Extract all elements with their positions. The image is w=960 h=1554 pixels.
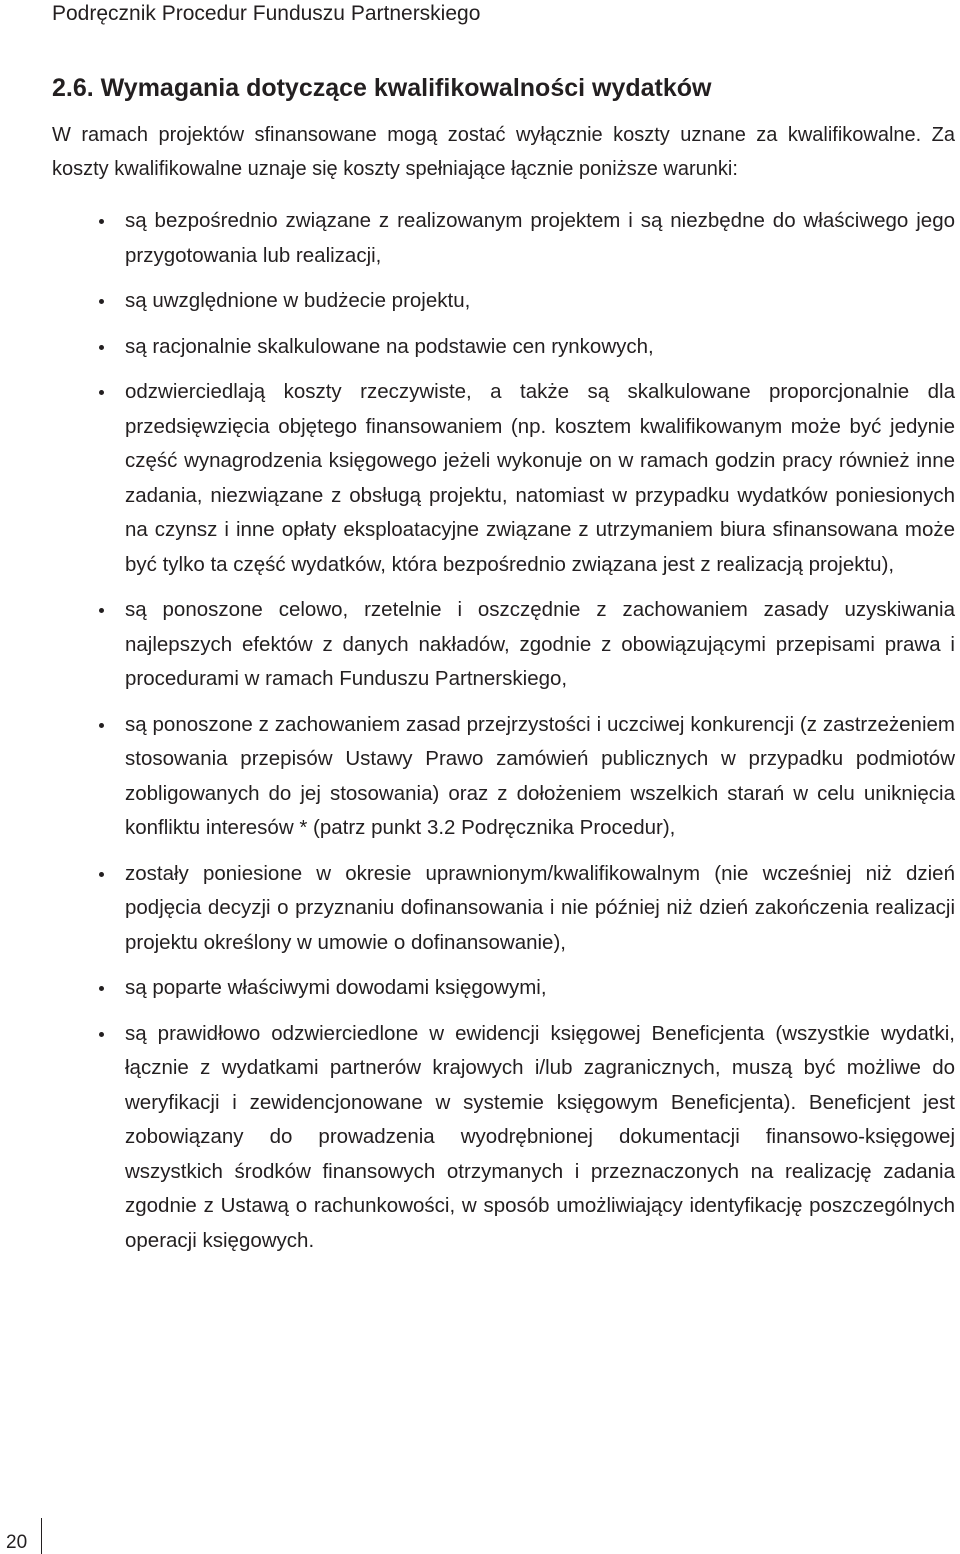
page-content: [52, 72, 955, 1269]
condition-text: zostały poniesione w okresie uprawnionym/kwalifikowalnym (nie wcześniej niż dzień podjęcia decyzji o przyznaniu dofinansowania i nie później niż dzień zakończenia realizacji projektu określony w umowie o dofinansowanie),: [125, 861, 955, 954]
condition-item: [52, 330, 955, 365]
page-number-divider: [41, 1518, 42, 1554]
condition-item: [52, 708, 955, 846]
condition-text: są prawidłowo odzwierciedlone w ewidencji księgowej Beneficjenta (wszystkie wydatki, łącznie z wydatkami partnerów krajowych i/lub zagranicznych, muszą być możliwe do weryfikacji i zewidencjonowane w systemie księgowym Beneficjenta). Beneficjent jest zobowiązany do prowadzenia wyodrębnionej dokumentacji finansowo-księgowej wszystkich środków finansowych otrzymanych i przeznaczonych na realizację zadania zgodnie z Ustawą o rachunkowości, w sposób umożliwiający identyfikację poszczególnych operacji księgowych.: [125, 1021, 955, 1252]
bullet-icon: [99, 390, 104, 395]
page-number: 20: [6, 1532, 28, 1553]
condition-text: są poparte właściwymi dowodami księgowymi,: [125, 976, 547, 999]
bullet-icon: [99, 723, 104, 728]
bullet-icon: [99, 986, 104, 991]
bullet-icon: [99, 872, 104, 877]
bullet-icon: [99, 219, 104, 224]
condition-item: [52, 284, 955, 319]
condition-text: są ponoszone z zachowaniem zasad przejrzystości i uczciwej konkurencji (z zastrzeżeniem stosowania przepisów Ustawy Prawo zamówień publicznych w przypadku podmiotów zobligowanych do jej stosowania) oraz z dołożeniem wszelkich starań w celu uniknięcia konfliktu interesów * (patrz punkt 3.2 Podręcznika Procedur),: [125, 712, 955, 839]
bullet-icon: [99, 299, 104, 304]
running-header: Podręcznik Procedur Funduszu Partnerskiego: [52, 2, 481, 25]
condition-item: [52, 1017, 955, 1259]
condition-item: [52, 375, 955, 582]
condition-text: są bezpośrednio związane z realizowanym projektem i są niezbędne do właściwego jego przygotowania lub realizacji,: [125, 209, 955, 267]
condition-item: [52, 204, 955, 273]
condition-text: odzwierciedlają koszty rzeczywiste, a także są skalkulowane proporcjonalnie dla przedsięwzięcia objętego finansowaniem (np. kosztem kwalifikowanym może być jedynie część wynagrodzenia księgowego jeżeli wykonuje on w ramach godzin pracy również inne zadania, niezwiązane z obsługą projektu, natomiast w przypadku wydatków poniesionych na czynsz i inne opłaty eksploatacyjne związane z utrzymaniem biura sfinansowana może być tylko ta część wydatków, która bezpośrednio związana jest z realizacją projektu),: [125, 380, 955, 576]
intro-paragraph: W ramach projektów sfinansowane mogą zostać wyłącznie koszty uznane za kwalifikowalne. Za koszty kwalifikowalne uznaje się koszty spełniające łącznie poniższe warunki:: [52, 124, 955, 180]
condition-text: są uwzględnione w budżecie projektu,: [125, 289, 471, 312]
bullet-icon: [99, 345, 104, 350]
conditions-list: [52, 204, 955, 1258]
section-heading: 2.6. Wymagania dotyczące kwalifikowalności wydatków: [52, 74, 712, 102]
condition-text: są racjonalnie skalkulowane na podstawie cen rynkowych,: [125, 334, 654, 358]
condition-text: są ponoszone celowo, rzetelnie i oszczędnie z zachowaniem zasady uzyskiwania najlepszych efektów z danych nakładów, zgodnie z obowiązującymi przepisami prawa i procedurami w ramach Funduszu Partnerskiego,: [125, 598, 955, 690]
condition-item: [52, 971, 955, 1006]
condition-item: [52, 593, 955, 697]
condition-item: [52, 857, 955, 961]
bullet-icon: [99, 1032, 104, 1037]
bullet-icon: [99, 608, 104, 613]
